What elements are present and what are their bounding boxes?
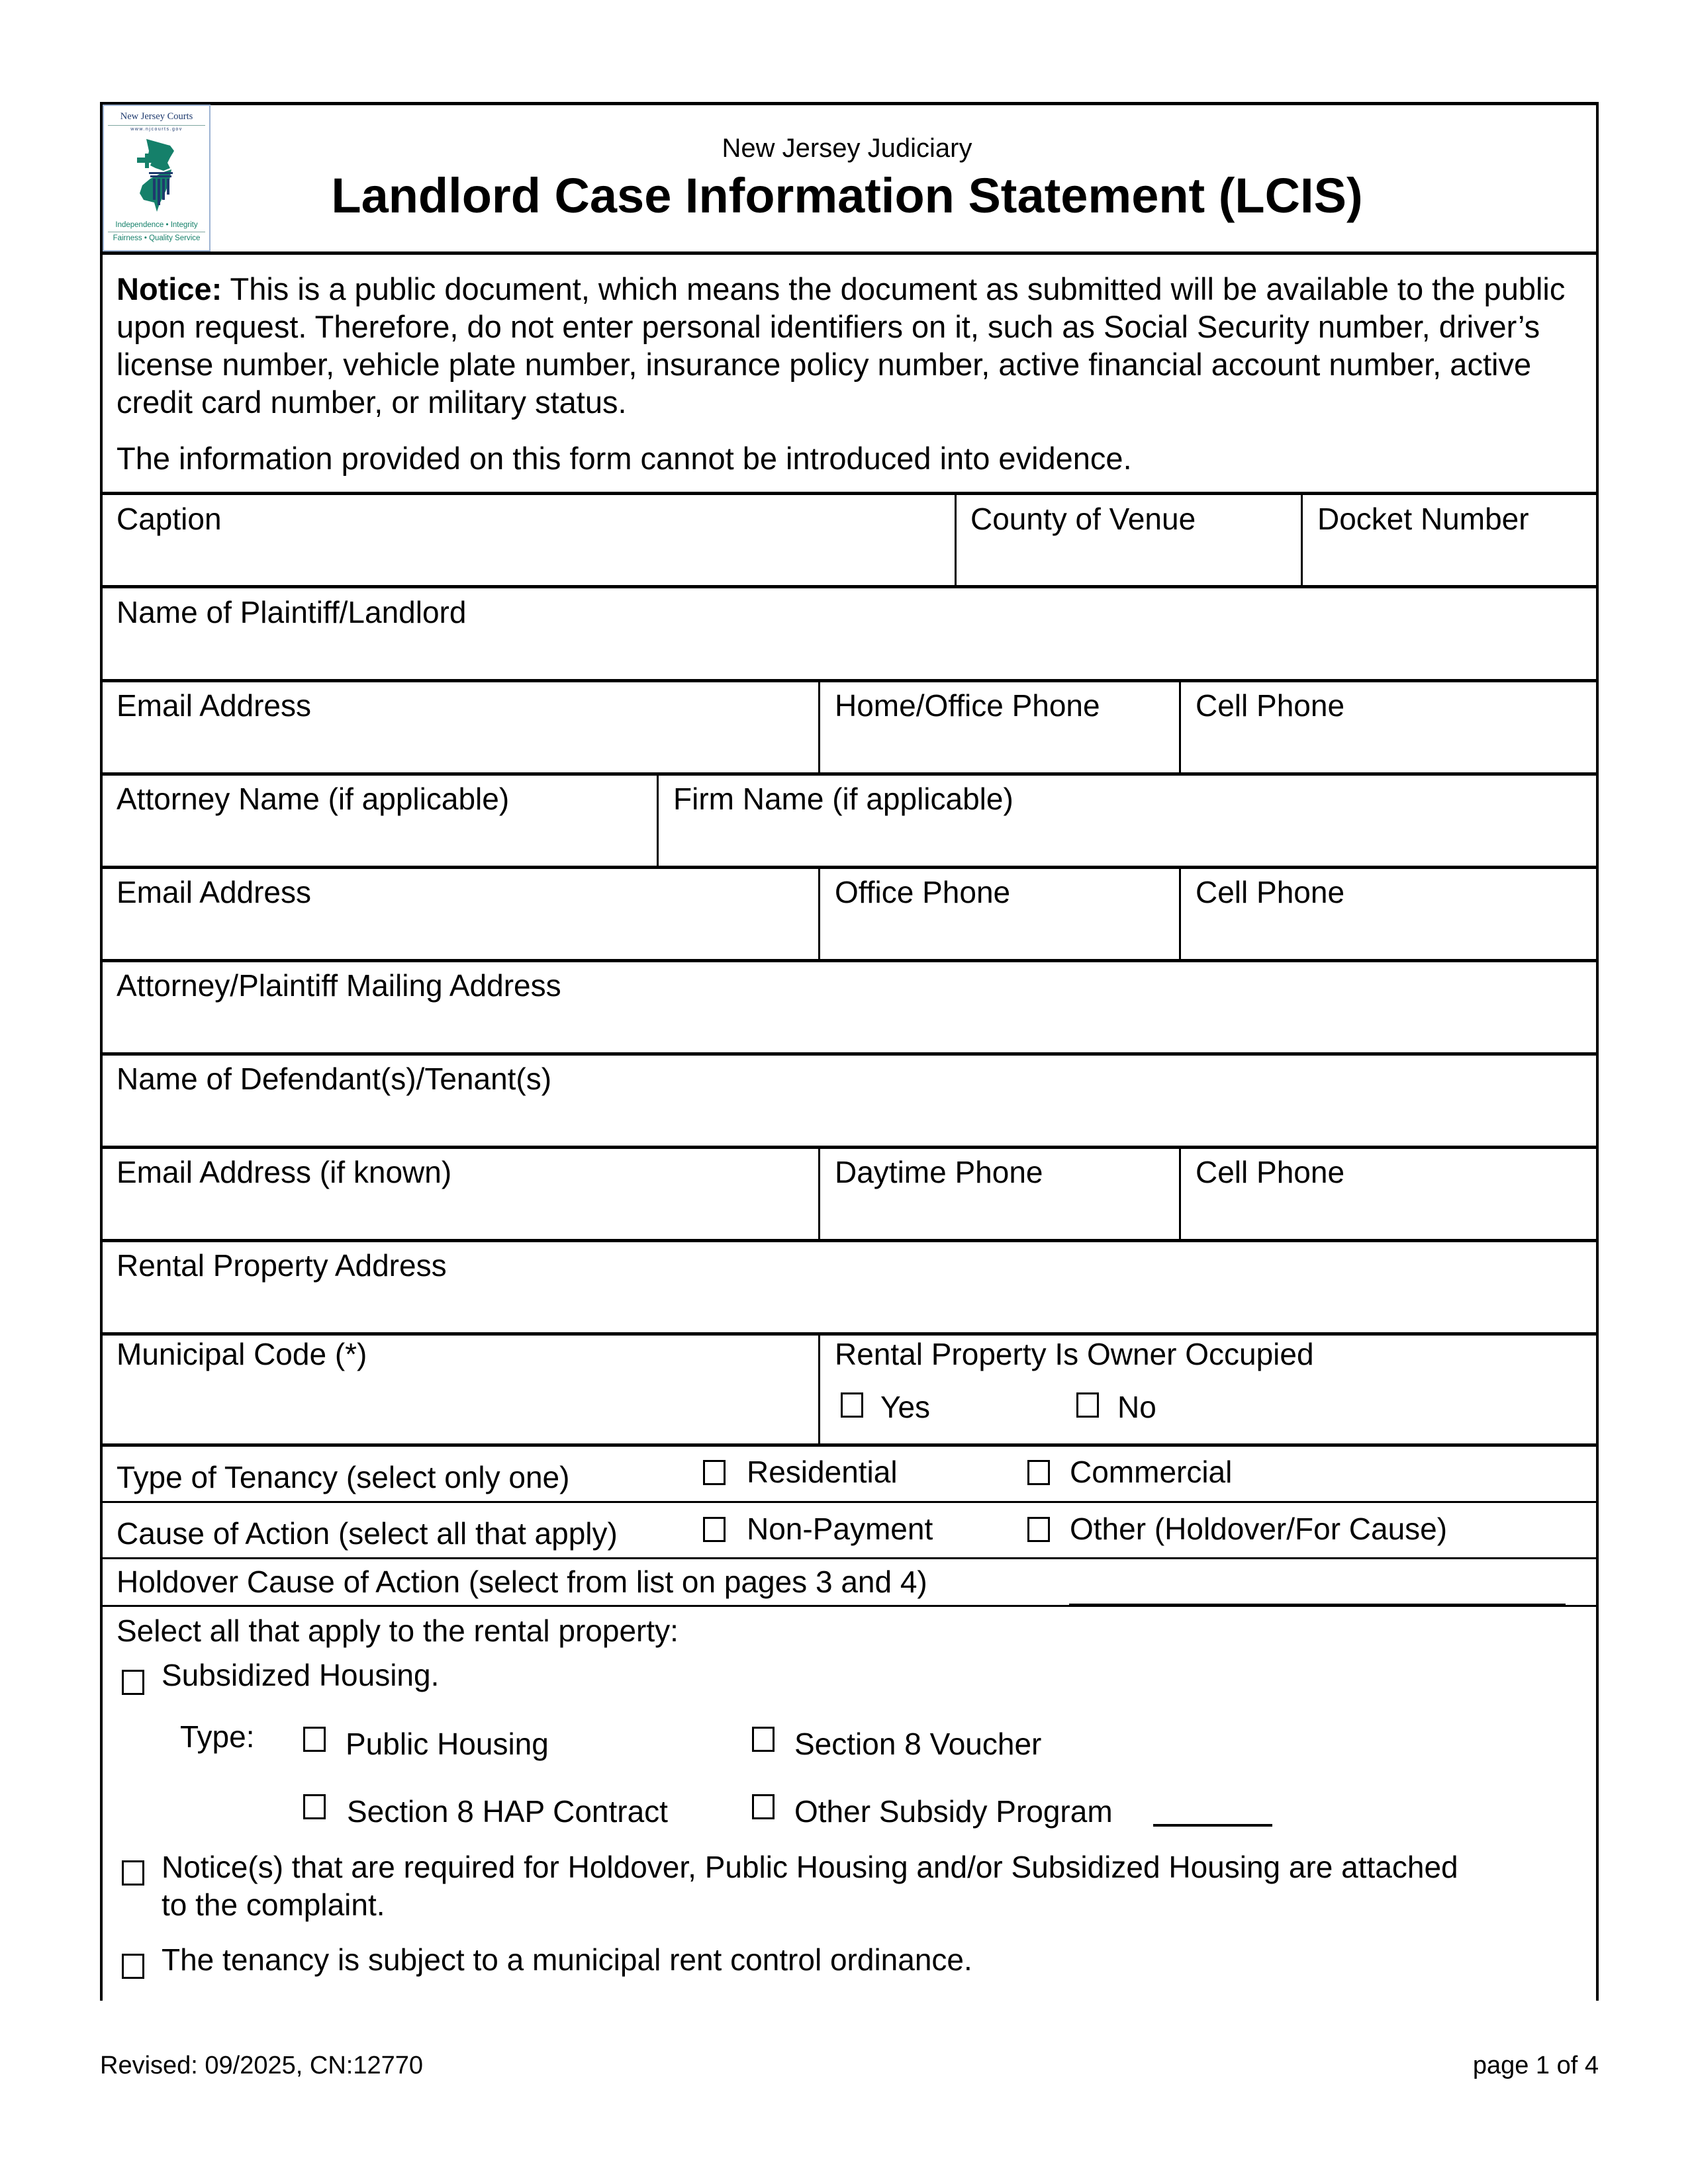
caption-field[interactable]: Caption — [117, 502, 222, 536]
rent-control-checkbox[interactable] — [122, 1954, 144, 1979]
attorney-name-field[interactable]: Attorney Name (if applicable) — [117, 782, 510, 816]
owner-occupied-yes-label: Yes — [880, 1390, 931, 1424]
divider — [100, 1501, 1599, 1503]
municipal-code-field[interactable]: Municipal Code (*) — [117, 1337, 367, 1371]
plaintiff-email-field[interactable]: Email Address — [117, 688, 312, 723]
notice-label: Notice: — [117, 271, 222, 306]
divider — [100, 492, 1599, 495]
owner-occupied-no-checkbox[interactable] — [1076, 1392, 1099, 1418]
section-8-hap-label: Section 8 HAP Contract — [347, 1794, 668, 1829]
cause-non-payment-label: Non-Payment — [747, 1512, 933, 1546]
plaintiff-cell-phone-field[interactable]: Cell Phone — [1196, 688, 1345, 723]
divider — [1179, 679, 1181, 773]
divider — [818, 1146, 820, 1240]
rental-address-field[interactable]: Rental Property Address — [117, 1248, 447, 1283]
divider — [818, 1332, 820, 1445]
divider — [100, 1146, 1599, 1149]
cause-of-action-label: Cause of Action (select all that apply) — [117, 1516, 618, 1551]
cause-non-payment-checkbox[interactable] — [703, 1517, 726, 1542]
divider — [100, 251, 1599, 255]
notices-attached-checkbox[interactable] — [122, 1860, 144, 1886]
subsidized-housing-checkbox[interactable] — [122, 1670, 144, 1695]
owner-occupied-yes-checkbox[interactable] — [841, 1392, 863, 1418]
logo-url: www.njcourts.gov — [130, 127, 183, 132]
page-title: Landlord Case Information Statement (LCIS) — [331, 168, 1363, 223]
divider — [1179, 866, 1181, 960]
defendant-email-field[interactable]: Email Address (if known) — [117, 1155, 452, 1189]
notice-paragraph — [117, 270, 1589, 421]
divider — [100, 1443, 1599, 1447]
divider — [100, 1239, 1599, 1242]
section-8-voucher-checkbox[interactable] — [752, 1727, 775, 1752]
defendant-daytime-phone-field[interactable]: Daytime Phone — [835, 1155, 1043, 1189]
attorney-office-phone-field[interactable]: Office Phone — [835, 875, 1011, 909]
notices-attached-line2: to the complaint. — [162, 1888, 385, 1922]
logo-motto-1: Independence • Integrity — [115, 221, 198, 229]
tenancy-type-label: Type of Tenancy (select only one) — [117, 1460, 570, 1494]
divider — [100, 585, 1599, 588]
tenancy-commercial-label: Commercial — [1070, 1455, 1233, 1489]
other-subsidy-input-line[interactable] — [1153, 1824, 1272, 1827]
plaintiff-name-field[interactable]: Name of Plaintiff/Landlord — [117, 595, 467, 629]
firm-name-field[interactable]: Firm Name (if applicable) — [673, 782, 1013, 816]
divider — [818, 679, 820, 773]
divider — [818, 866, 820, 960]
tenancy-residential-label: Residential — [747, 1455, 898, 1489]
divider — [1301, 492, 1303, 586]
public-housing-label: Public Housing — [346, 1727, 549, 1761]
divider — [100, 959, 1599, 962]
subsidized-housing-label: Subsidized Housing. — [162, 1658, 440, 1692]
rent-control-label: The tenancy is subject to a municipal rent control ordinance. — [162, 1942, 972, 1977]
logo-org-name: New Jersey Courts — [120, 111, 193, 122]
divider — [100, 866, 1599, 869]
page-subtitle: New Jersey Judiciary — [722, 134, 972, 163]
defendant-cell-phone-field[interactable]: Cell Phone — [1196, 1155, 1345, 1189]
docket-number-field[interactable]: Docket Number — [1317, 502, 1529, 536]
notices-attached-line1: Notice(s) that are required for Holdover, Public Housing and/or Subsidized Housing are attached — [162, 1850, 1458, 1884]
county-of-venue-field[interactable]: County of Venue — [970, 502, 1196, 536]
owner-occupied-label: Rental Property Is Owner Occupied — [835, 1337, 1314, 1371]
plaintiff-home-phone-field[interactable]: Home/Office Phone — [835, 688, 1100, 723]
property-intro: Select all that apply to the rental property: — [117, 1614, 679, 1648]
attorney-cell-phone-field[interactable]: Cell Phone — [1196, 875, 1345, 909]
divider — [100, 1332, 1599, 1336]
divider — [955, 492, 957, 586]
section-8-hap-checkbox[interactable] — [303, 1794, 326, 1819]
public-housing-checkbox[interactable] — [303, 1727, 326, 1752]
tenancy-residential-checkbox[interactable] — [703, 1460, 726, 1485]
defendant-name-field[interactable]: Name of Defendant(s)/Tenant(s) — [117, 1062, 552, 1096]
logo-rule — [108, 125, 205, 126]
other-subsidy-label: Other Subsidy Program — [794, 1794, 1113, 1829]
section-8-voucher-label: Section 8 Voucher — [794, 1727, 1042, 1761]
revision-info: Revised: 09/2025, CN:12770 — [100, 2052, 423, 2079]
mailing-address-field[interactable]: Attorney/Plaintiff Mailing Address — [117, 968, 561, 1003]
logo-motto-2: Fairness • Quality Service — [113, 234, 201, 242]
cause-other-holdover-checkbox[interactable] — [1027, 1517, 1050, 1542]
other-subsidy-checkbox[interactable] — [752, 1794, 775, 1819]
page-number: page 1 of 4 — [1472, 2052, 1599, 2079]
notice-text: This is a public document, which means the document as submitted will be available to the public upon request. Therefore, do not enter personal identifiers on it, such as Social Security number, driver’s license number, vehicle plate number, insurance policy number, active financial account number, active credit card number, or military status. — [117, 271, 1566, 420]
holdover-cause-label: Holdover Cause of Action (select from list on pages 3 and 4) — [117, 1565, 927, 1599]
divider — [100, 1557, 1599, 1559]
divider — [100, 772, 1599, 776]
divider — [657, 772, 659, 866]
divider — [1179, 1146, 1181, 1240]
divider — [100, 679, 1599, 682]
owner-occupied-no-label: No — [1117, 1390, 1156, 1424]
evidence-notice: The information provided on this form cannot be introduced into evidence. — [117, 441, 1132, 476]
attorney-email-field[interactable]: Email Address — [117, 875, 312, 909]
holdover-cause-input-line[interactable] — [1069, 1604, 1566, 1606]
tenancy-commercial-checkbox[interactable] — [1027, 1460, 1050, 1485]
cause-other-holdover-label: Other (Holdover/For Cause) — [1070, 1512, 1448, 1546]
subsidy-type-label: Type: — [180, 1719, 255, 1754]
divider — [100, 1052, 1599, 1056]
